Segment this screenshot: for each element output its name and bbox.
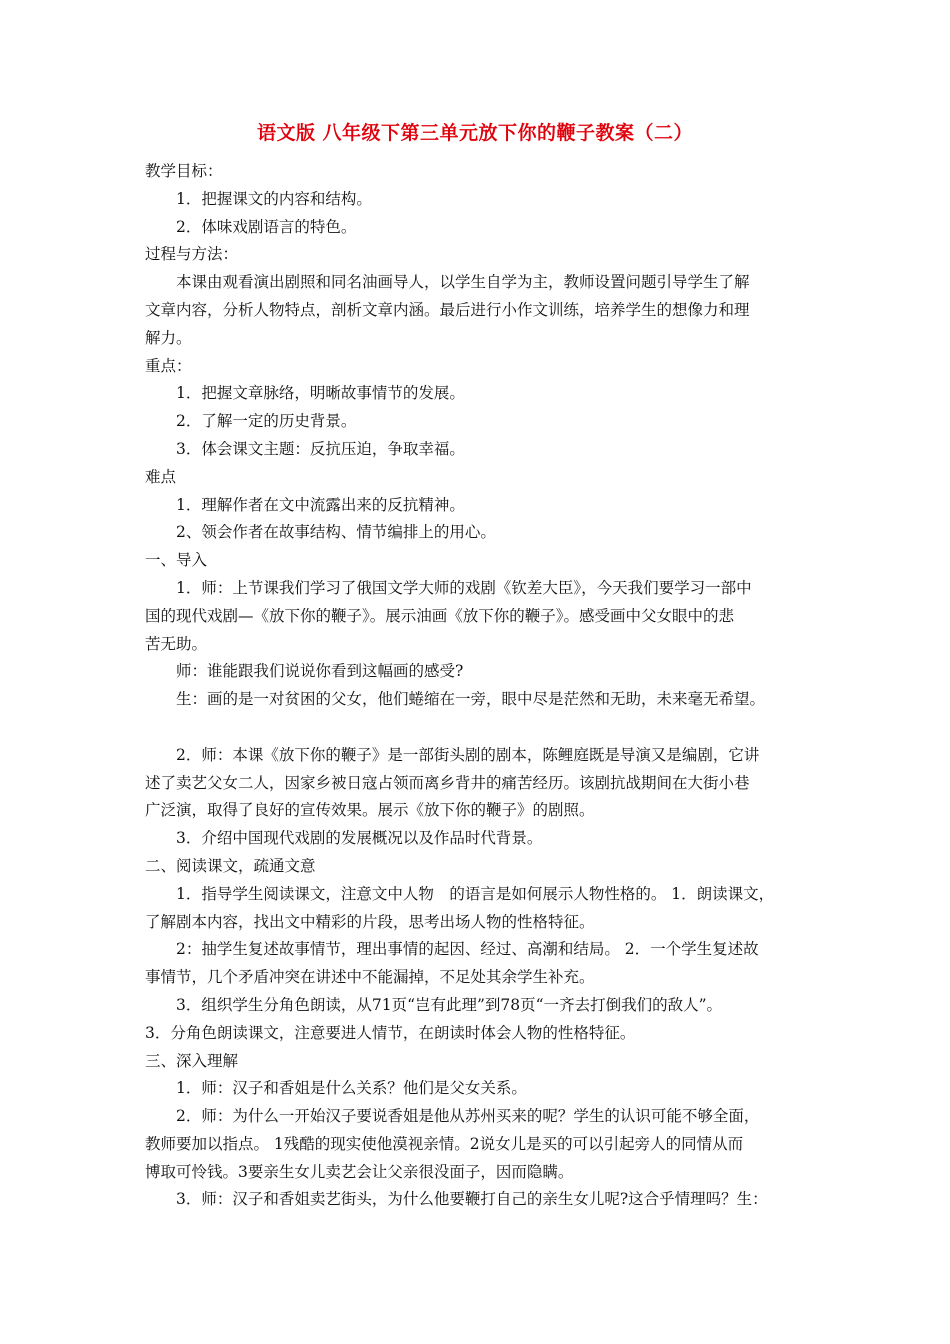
- paragraph-line: 本课由观看演出剧照和同名油画导人，以学生自学为主，教师设置问题引导学生了解: [176, 273, 750, 292]
- key-point-item: 3．体会课文主题：反抗压迫，争取幸福。: [176, 439, 465, 458]
- paragraph-line: 2：抽学生复述故事情节，理出事情的起因、经过、高潮和结局。 2．一个学生复述故: [176, 940, 759, 959]
- document-body: [145, 158, 825, 1214]
- paragraph-line: 广泛演，取得了良好的宣传效果。展示《放下你的鞭子》的剧照。: [145, 801, 595, 820]
- heading-difficulties: 难点: [145, 467, 177, 486]
- paragraph-line: 了解剧本内容，找出文中精彩的片段，思考出场人物的性格特征。: [145, 912, 595, 931]
- paragraph-line: 教师要加以指点。 1残酷的现实使他漠视亲情。2说女儿是买的可以引起旁人的同情从而: [145, 1134, 744, 1153]
- key-point-item: 2．了解一定的历史背景。: [176, 412, 357, 431]
- document-title: 语文版 八年级下第三单元放下你的鞭子教案（二）: [256, 122, 694, 144]
- paragraph-line: 文章内容，分析人物特点，剖析文章内涵。最后进行小作文训练，培养学生的想像力和理: [145, 300, 750, 319]
- difficulty-item: 1．理解作者在文中流露出来的反抗精神。: [176, 495, 465, 514]
- paragraph-line: 1．师：汉子和香姐是什么关系？他们是父女关系。: [176, 1079, 527, 1098]
- paragraph-line: 述了卖艺父女二人，因家乡被日寇占领而离乡背井的痛苦经历。该剧抗战期间在大街小巷: [145, 773, 750, 792]
- heading-objectives: 教学目标：: [145, 162, 223, 180]
- section-heading-reading: 二、阅读课文，疏通文意: [145, 856, 316, 875]
- paragraph-line: 3．介绍中国现代戏剧的发展概况以及作品时代背景。: [176, 829, 543, 848]
- objective-item: 1．把握课文的内容和结构。: [176, 189, 372, 208]
- dialogue-line: 师：谁能跟我们说说你看到这幅画的感受?: [176, 662, 464, 681]
- blank-line: [145, 714, 825, 742]
- paragraph-line: 2．师：本课《放下你的鞭子》是一部街头剧的剧本，陈鲤庭既是导演又是编剧，它讲: [176, 745, 760, 764]
- heading-process: 过程与方法：: [145, 245, 239, 264]
- section-heading-understanding: 三、深入理解: [145, 1051, 239, 1070]
- heading-key-points: 重点：: [145, 356, 192, 375]
- paragraph-line: 1．指导学生阅读课文，注意文中人物 的语言是如何展示人物性格的。 1．朗读课文，: [176, 884, 775, 903]
- paragraph-line: 3．组织学生分角色朗读，从71页“岂有此理”到78页“一齐去打倒我们的敌人”。: [176, 995, 723, 1014]
- paragraph-line: 解力。: [145, 328, 192, 347]
- paragraph-line: 2．师：为什么一开始汉子要说香姐是他从苏州买来的呢？学生的认识可能不够全面，: [176, 1107, 760, 1126]
- difficulty-item: 2、领会作者在故事结构、情节编排上的用心。: [176, 523, 496, 542]
- dialogue-line: 生：画的是一对贫困的父女，他们蜷缩在一旁，眼中尽是茫然和无助，未来毫无希望。: [176, 690, 766, 709]
- paragraph-line: 1．师：上节课我们学习了俄国文学大师的戏剧《钦差大臣》，今天我们要学习一部中: [176, 578, 752, 597]
- section-heading-intro: 一、导入: [145, 551, 208, 570]
- objective-item: 2．体味戏剧语言的特色。: [176, 217, 357, 236]
- paragraph-line: 苦无助。: [145, 634, 208, 653]
- paragraph-line: 国的现代戏剧—《放下你的鞭子》。展示油画《放下你的鞭子》。感受画中父女眼中的悲: [145, 606, 735, 625]
- paragraph-line: 事情节，几个矛盾冲突在讲述中不能漏掉，不足处其余学生补充。: [145, 968, 595, 987]
- key-point-item: 1．把握文章脉络，明晰故事情节的发展。: [176, 384, 465, 403]
- paragraph-line: 3．师：汉子和香姐卖艺街头，为什么他要鞭打自己的亲生女儿呢?这合乎情理吗？生：: [176, 1190, 768, 1209]
- paragraph-line: 3．分角色朗读课文，注意要进人情节，在朗读时体会人物的性格特征。: [145, 1023, 636, 1042]
- paragraph-line: 博取可怜钱。3要亲生女儿卖艺会让父亲很没面子，因而隐瞒。: [145, 1162, 574, 1181]
